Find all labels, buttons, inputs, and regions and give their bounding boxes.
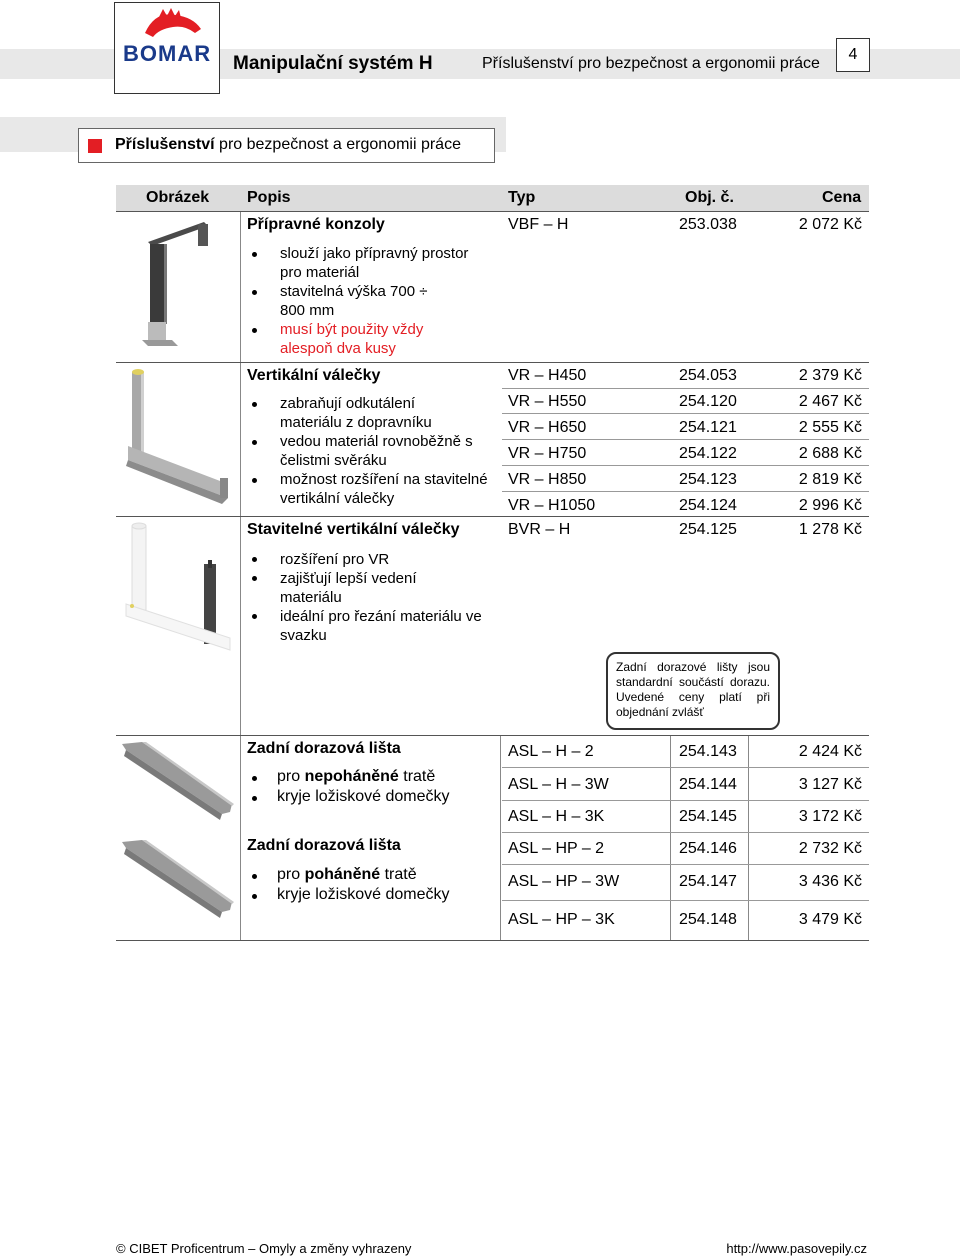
bullet-text: kryje ložiskové domečky [277,886,450,903]
order-number-cell: 254.120 [679,393,737,410]
price-cell: 2 819 Kč [798,471,862,488]
order-number-cell: 254.146 [679,840,737,857]
logo-text: BOMAR [123,41,212,66]
bullet-text: pro nepoháněné tratě [277,768,436,785]
row-divider [116,516,869,517]
column-divider [500,736,501,941]
table-header [116,185,869,211]
price-cell: 2 467 Kč [798,393,862,410]
order-number-cell: 254.053 [679,367,737,384]
col-header-image: Obrázek [146,189,210,206]
adjustable-vertical-rollers-image [122,520,240,660]
price-cell: 1 278 Kč [798,521,862,538]
rear-stop-rail-image [122,740,234,830]
bullet-icon [252,290,257,295]
order-number-cell: 254.125 [679,521,737,538]
row-divider [116,735,869,736]
order-number-cell: 254.143 [679,743,737,760]
bullet-icon [252,440,257,445]
type-cell: ASL – HP – 2 [508,840,605,857]
preparation-bracket-image [138,214,218,359]
row-divider [502,864,869,865]
bullet-text: rozšíření pro VR [280,551,390,568]
group-title: Vertikální válečky [247,367,381,384]
bullet-text: kryje ložiskové domečky [277,788,450,805]
bullet-icon [252,252,257,257]
company-logo [114,2,220,94]
order-number-cell: 254.144 [679,776,737,793]
column-divider [240,211,241,941]
bullet-icon [252,557,257,562]
type-cell: VR – H550 [508,393,587,410]
order-number-cell: 253.038 [679,216,737,233]
section-title: Příslušenství pro bezpečnost a ergonomii práce [115,136,461,153]
row-divider [502,800,869,801]
price-cell: 2 732 Kč [798,840,862,857]
bullet-icon [252,328,257,333]
price-cell: 2 688 Kč [798,445,862,462]
price-cell: 3 172 Kč [798,808,862,825]
type-cell: BVR – H [508,521,571,538]
bullet-icon [252,402,257,407]
type-cell: VR – H1050 [508,497,596,514]
price-cell: 2 072 Kč [798,216,862,233]
col-header-price: Cena [822,189,862,206]
bullet-text: zabraňují odkutálení materiálu z dopravníku [280,395,432,431]
price-cell: 2 555 Kč [798,419,862,436]
footer-copyright: © CIBET Proficentrum – Omyly a změny vyhrazeny [116,1241,412,1256]
group-title: Přípravné konzoly [247,216,385,233]
type-cell: ASL – H – 3K [508,808,605,825]
group-title: Zadní dorazová lišta [247,837,401,854]
type-cell: VBF – H [508,216,569,233]
row-divider [116,362,869,363]
order-number-cell: 254.147 [679,873,737,890]
type-cell: ASL – H – 2 [508,743,594,760]
col-header-order-number: Obj. č. [685,189,734,206]
bullet-text-warning: musí být použity vždy alespoň dva kusy [280,321,424,357]
price-cell: 2 996 Kč [798,497,862,514]
row-divider [502,465,869,466]
type-cell: ASL – H – 3W [508,776,609,793]
bullet-text: zajišťují lepší vedení materiálu [280,570,417,606]
bullet-text: pro poháněné tratě [277,866,417,883]
row-divider [502,388,869,389]
note-box: Zadní dorazové lišty jsou standardní součástí dorazu. Uvedené ceny platí při objednání zvlášť [606,652,780,730]
page-number: 4 [836,38,870,72]
order-number-cell: 254.123 [679,471,737,488]
bullet-text: slouží jako přípravný prostor pro materiál [280,245,469,281]
row-divider [502,439,869,440]
bullet-text: možnost rozšíření na stavitelné vertikální válečky [280,471,488,507]
bullet-text: ideální pro řezání materiálu ve svazku [280,608,482,644]
row-divider [116,211,869,212]
type-cell: VR – H650 [508,419,587,436]
vertical-rollers-image [122,366,240,508]
price-cell: 3 479 Kč [798,911,862,928]
bullet-icon [252,874,257,879]
bullet-icon [252,478,257,483]
bullet-icon [252,776,257,781]
bullet-text: vedou materiál rovnoběžně s čelistmi svěráku [280,433,473,469]
group-title: Stavitelné vertikální válečky [247,521,460,538]
bullet-icon [252,614,257,619]
row-divider [502,767,869,768]
group-title: Zadní dorazová lišta [247,740,401,757]
col-header-description: Popis [247,189,291,206]
order-number-cell: 254.121 [679,419,737,436]
order-number-cell: 254.122 [679,445,737,462]
bullet-icon [252,796,257,801]
type-cell: VR – H850 [508,471,587,488]
bullet-text: stavitelná výška 700 ÷ 800 mm [280,283,428,319]
order-number-cell: 254.148 [679,911,737,928]
document-title: Manipulační systém H [233,53,433,74]
row-divider [502,491,869,492]
price-cell: 3 436 Kč [798,873,862,890]
row-divider [116,940,869,941]
type-cell: VR – H450 [508,367,587,384]
order-number-cell: 254.124 [679,497,737,514]
section-marker-icon [88,139,102,153]
type-cell: ASL – HP – 3K [508,911,615,928]
rear-stop-rail-driven-image [122,838,234,928]
order-number-cell: 254.145 [679,808,737,825]
price-cell: 2 424 Kč [798,743,862,760]
col-header-type: Typ [508,189,536,206]
price-cell: 3 127 Kč [798,776,862,793]
bullet-icon [252,894,257,899]
price-cell: 2 379 Kč [798,367,862,384]
bullet-icon [252,576,257,581]
row-divider [502,413,869,414]
footer-link[interactable]: http://www.pasovepily.cz [726,1241,867,1256]
document-subtitle: Příslušenství pro bezpečnost a ergonomii práce [482,55,820,72]
row-divider [502,832,869,833]
type-cell: ASL – HP – 3W [508,873,620,890]
type-cell: VR – H750 [508,445,587,462]
row-divider [502,900,869,901]
